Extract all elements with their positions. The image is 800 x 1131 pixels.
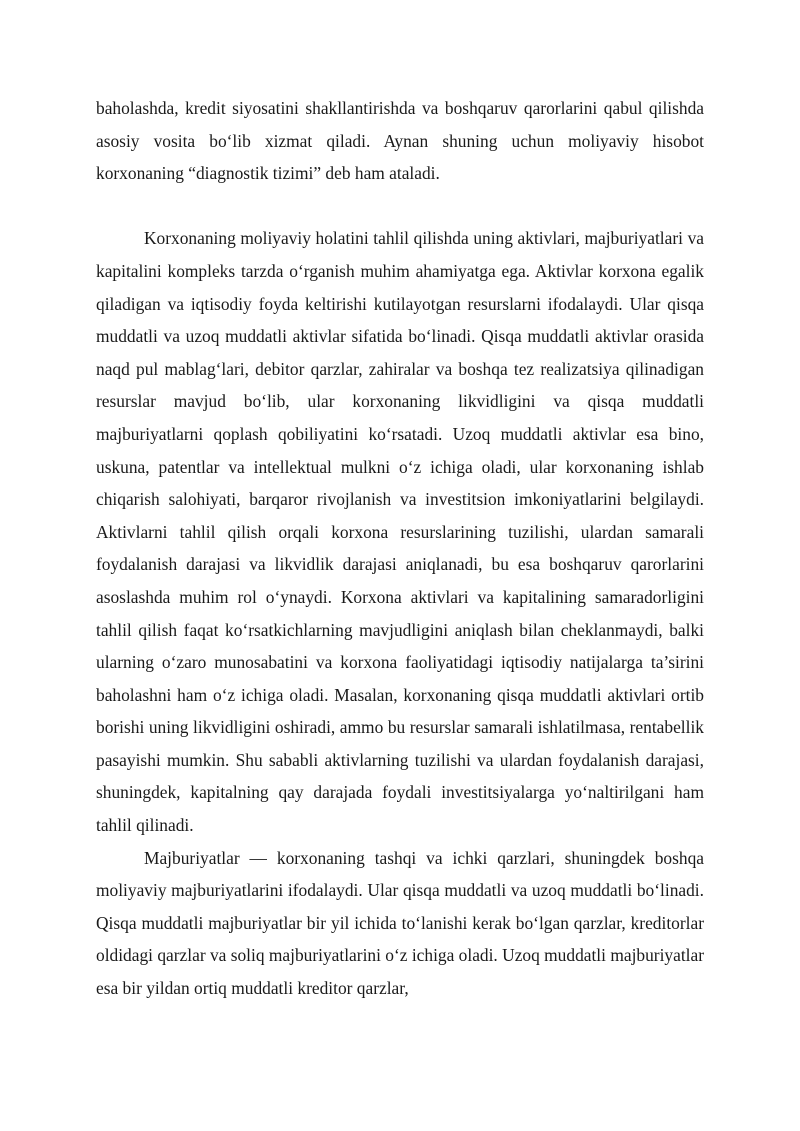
paragraph-continuation: baholashda, kredit siyosatini shakllantirishda va boshqaruv qarorlarini qabul qilishda asosiy vosita bo‘lib xizmat qiladi. Aynan shuning uchun moliyaviy hisobot korxonaning “diagnostik tizimi” deb ham ataladi.	[96, 98, 704, 184]
document-page	[96, 92, 704, 1005]
paragraph-assets: Korxonaning moliyaviy holatini tahlil qilishda uning aktivlari, majburiyatlari va kapitalini kompleks tarzda o‘rganish muhim ahamiyatga ega. Aktivlar korxona egalik qiladigan va iqtisodiy foyda keltirishi kutilayotgan resurslarni ifodalaydi. Ular qisqa muddatli va uzoq muddatli aktivlar sifatida bo‘linadi. Qisqa muddatli aktivlar orasida naqd pul mablag‘lari, debitor qarzlar, zahiralar va boshqa tez realizatsiya qilinadigan resurslar mavjud bo‘lib, ular korxonaning likvidligini va qisqa muddatli majburiyatlarni qoplash qobiliyatini ko‘rsatadi. Uzoq muddatli aktivlar esa bino, uskuna, patentlar va intellektual mulkni o‘z ichiga oladi, ular korxonaning ishlab chiqarish salohiyati, barqaror rivojlanish va investitsion imkoniyatlarini belgilaydi. Aktivlarni tahlil qilish orqali korxona resurslarining tuzilishi, ulardan samarali foydalanish darajasi va likvidlik darajasi aniqlanadi, bu esa boshqaruv qarorlarini asoslashda muhim rol o‘ynaydi. Korxona aktivlari va kapitalining samaradorligini tahlil qilish faqat ko‘rsatkichlarning mavjudligini aniqlash bilan cheklanmaydi, balki ularning o‘zaro munosabatini va korxona faoliyatidagi iqtisodiy natijalarga ta’sirini baholashni ham o‘z ichiga oladi. Masalan, korxonaning qisqa muddatli aktivlari ortib borishi uning likvidligini oshiradi, ammo bu resurslar samarali ishlatilmasa, rentabellik pasayishi mumkin. Shu sababli aktivlarning tuzilishi va ulardan foydalanish darajasi, shuningdek, kapitalning qay darajada foydali investitsiyalarga yo‘naltirilgani ham tahlil qilinadi.	[96, 228, 704, 836]
paragraph-liabilities: Majburiyatlar — korxonaning tashqi va ichki qarzlari, shuningdek boshqa moliyaviy majburiyatlarini ifodalaydi. Ular qisqa muddatli va uzoq muddatli bo‘linadi. Qisqa muddatli majburiyatlar bir yil ichida to‘lanishi kerak bo‘lgan qarzlar, kreditorlar oldidagi qarzlar va soliq majburiyatlarini o‘z ichiga oladi. Uzoq muddatli majburiyatlar esa bir yildan ortiq muddatli kreditor qarzlar,	[96, 847, 705, 999]
